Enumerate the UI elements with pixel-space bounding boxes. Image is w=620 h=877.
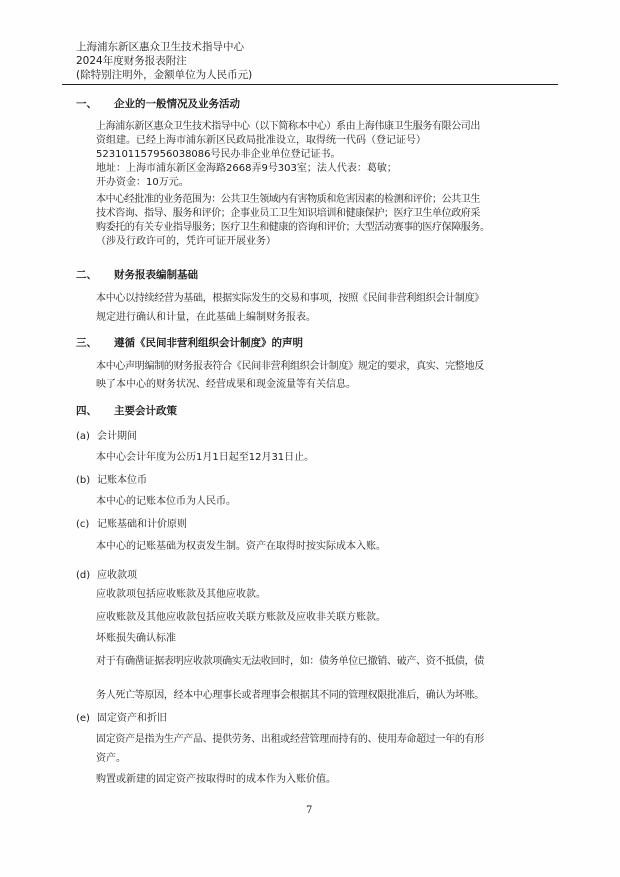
paragraph-line: 本中心的记账基础为权责发生制。资产在取得时按实际成本入账。 (96, 541, 386, 552)
paragraph-line: 购置或新建的固定资产按取得时的成本作为入账价值。 (96, 774, 336, 785)
section-title: 主要会计政策 (114, 405, 177, 417)
subsection-title: 应收款项 (97, 570, 137, 581)
section-number: 二、 (76, 269, 97, 281)
paragraph-line: 上海浦东新区惠众卫生技术指导中心（以下简称本中心）系由上海伟康卫生服务有限公司出 (96, 121, 480, 132)
paragraph-line: 地址：上海市浦东新区金海路2668弄9号303室；法人代表：葛敏； (96, 163, 397, 174)
subsection-number: (d) (76, 570, 91, 581)
paragraph-line: 本中心的记账本位币为人民币。 (96, 496, 236, 507)
subsection-number: (b) (76, 475, 91, 486)
subsection-title: 会计期间 (97, 431, 137, 442)
subsection-number: (c) (76, 519, 90, 530)
paragraph-line: 应收账款及其他应收款包括应收关联方账款及应收非关联方账款。 (96, 612, 386, 623)
page-number: 7 (306, 805, 313, 816)
section-title: 财务报表编制基础 (114, 269, 198, 281)
header-currency-note: (除特别注明外，金额单位为人民币元) (76, 69, 253, 81)
paragraph-line: 资组建。已经上海市浦东新区民政局批准设立，取得统一代码（登记证号） (96, 135, 426, 146)
subsection-title: 记账基础和计价原则 (97, 519, 187, 530)
subsection-number: (a) (76, 431, 90, 442)
paragraph-line: 务人死亡等原因，经本中心理事长或者理事会根据其不同的管理权限批准后，确认为坏账。 (96, 690, 484, 701)
paragraph-line: 映了本中心的财务状况、经营成果和现金流量等有关信息。 (96, 379, 356, 390)
header-report-title: 2024年度财务报表附注 (76, 55, 187, 67)
paragraph-line: 购委托的有关专业指导服务；医疗卫生和健康的咨询和评价；大型活动赛事的医疗保障服务。 (96, 222, 490, 233)
paragraph-line: 52310115795603808​6号民办非企业单位登记证书。 (96, 149, 341, 160)
paragraph-line: 规定进行确认和计量，在此基础上编制财务报表。 (96, 312, 316, 323)
paragraph-line: 应收款项包括应收账款及其他应收款。 (96, 589, 266, 600)
subsection-number: (e) (76, 713, 90, 724)
paragraph-line: 本中心以持续经营为基础，根据实际发生的交易和事项，按照《民间非营利组织会计制度》 (96, 293, 484, 304)
header-org-name: 上海浦东新区惠众卫生技术指导中心 (76, 41, 244, 53)
section-title: 遵循《民间非营利组织会计制度》的声明 (114, 337, 303, 349)
section-number: 三、 (76, 337, 97, 349)
paragraph-line: 本中心声明编制的财务报表符合《民间非营利组织会计制度》规定的要求，真实、完整地反 (96, 361, 484, 372)
paragraph-line: 资产。 (96, 753, 126, 764)
paragraph-line: 固定资产是指为生产产品、提供劳务、出租或经营管理而持有的、使用寿命超过一年的有形 (96, 734, 484, 745)
section-number: 一、 (76, 98, 97, 110)
subsection-title: 固定资产和折旧 (97, 713, 167, 724)
paragraph-line: 开办资金：10万元。 (96, 177, 189, 188)
paragraph-line: 本中心会计年度为公历1月1日起至12月31日止。 (96, 452, 315, 463)
section-title: 企业的一般情况及业务活动 (114, 98, 240, 110)
section-number: 四、 (76, 405, 97, 417)
subsection-title: 记账本位币 (97, 475, 147, 486)
paragraph-line: （涉及行政许可的，凭许可证开展业务） (96, 236, 276, 247)
header-divider (62, 84, 558, 85)
paragraph-line: 本中心经批准的业务范围为：公共卫生领域内有害物质和危害因素的检测和评价；公共卫生 (96, 194, 480, 205)
paragraph-line: 对于有确凿证据表明应收款项确实无法收回时，如：债务单位已撤销、破产、资不抵债，债 (96, 656, 484, 667)
paragraph-line: 技术咨询、指导、服务和评价；企事业员工卫生知识培训和健康保护；医疗卫生单位政府采 (96, 208, 480, 219)
paragraph-line: 坏账损失确认标准 (96, 633, 176, 644)
